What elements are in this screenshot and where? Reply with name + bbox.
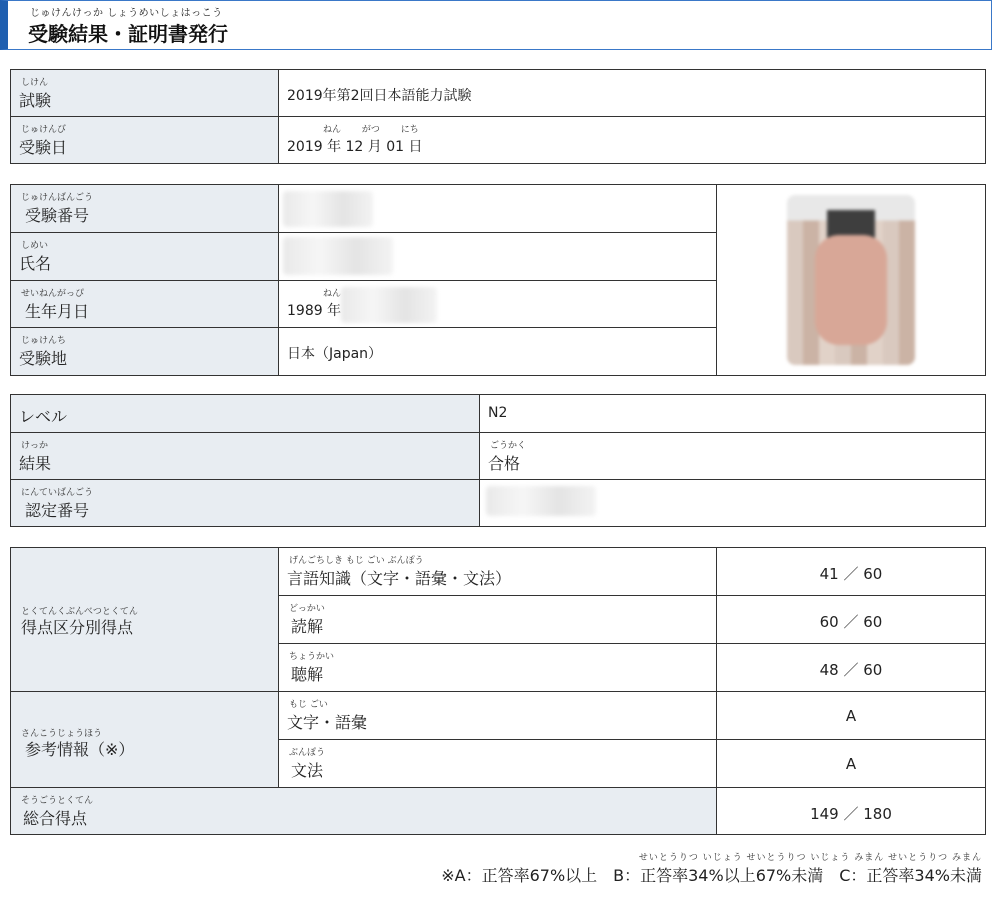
birth-date-label-ruby: せいねんがっぴ [21, 288, 85, 299]
reference-label: 文字・語彙 [287, 713, 368, 732]
certificate-number-label-ruby: にんていばんごう [21, 488, 94, 498]
exam-date-label-ruby: じゅけんび [21, 125, 67, 135]
examinee-number-label-cell [11, 185, 279, 233]
score-label-ruby: げんごちしき もじ ごい ぶんぽう [289, 556, 424, 566]
page-title-ruby: じゅけんけっか しょうめいしょはっこう [30, 8, 223, 19]
score-label: 読解 [291, 617, 324, 636]
level-label: レベル [19, 407, 68, 426]
result-label: 結果 [19, 454, 52, 473]
examinee-photo-cell [717, 185, 986, 376]
exam-date-label: 受験日 [19, 138, 68, 157]
exam-value: 2019年第2回日本語能力試験 [287, 88, 472, 104]
examinee-number-label: 受験番号 [25, 206, 90, 225]
page-title: 受験結果・証明書発行 [28, 22, 228, 46]
total-score-value: 149 ／ 180 [810, 805, 892, 823]
section-scores-label-ruby: とくてんくぶんべつとくてん [21, 607, 138, 617]
examinee-name-value-cell [279, 232, 717, 280]
result-value: 合格 [488, 454, 521, 473]
total-score-row [11, 788, 986, 835]
reference-label-ruby: ぶんぽう [289, 748, 326, 758]
examinee-table [10, 184, 986, 376]
score-label-ruby: ちょうかい [289, 652, 335, 662]
score-value-cell [717, 548, 986, 596]
reference-value-cell [717, 740, 986, 788]
birth-date-label-cell [11, 280, 279, 328]
score-label: 聴解 [291, 665, 324, 684]
exam-date-value-cell [279, 117, 986, 164]
total-score-label-ruby: そうごうとくてん [21, 796, 94, 806]
reference-value: A [845, 707, 857, 725]
reference-info-label-cell [11, 692, 279, 788]
examinee-number-label-ruby: じゅけんばんごう [21, 193, 94, 203]
result-table [10, 394, 986, 527]
section-scores-label: 得点区分別得点 [21, 618, 134, 637]
reference-info-label: 参考情報（※） [25, 740, 135, 759]
page-header [0, 0, 992, 50]
exam-date-value-ruby: ねん がつ にち [323, 125, 419, 135]
score-label-cell [279, 548, 717, 596]
exam-date-value: 2019 年 12 月 01 日 [287, 139, 423, 155]
grade-legend-ruby: せいとうりつ いじょう せいとうりつ いじょう みまん せいとうりつ みまん [638, 853, 982, 863]
result-value-ruby: ごうかく [490, 441, 527, 451]
exam-date-row [11, 117, 986, 164]
certificate-number-value-cell [480, 480, 986, 527]
exam-place-label-cell [11, 328, 279, 376]
reference-row [11, 692, 986, 740]
exam-row [11, 70, 986, 117]
level-row [11, 395, 986, 433]
section-scores-label-cell [11, 548, 279, 692]
exam-table [10, 69, 986, 164]
redacted-certificate-number [486, 486, 596, 516]
score-value-cell [717, 596, 986, 644]
score-value-cell [717, 644, 986, 692]
score-label-ruby: どっかい [289, 604, 325, 614]
level-value: N2 [488, 405, 508, 421]
reference-value: A [845, 755, 857, 773]
exam-label-cell [11, 70, 279, 117]
total-score-label: 総合得点 [23, 809, 88, 828]
score-row [11, 548, 986, 596]
examinee-name-label-ruby: しめい [21, 240, 49, 251]
grade-legend-text: ※A：正答率67%以上 B：正答率34%以上67%未満 C：正答率34%未満 [441, 866, 982, 885]
exam-place-value: 日本（Japan） [287, 346, 383, 363]
grade-legend [441, 850, 982, 886]
redacted-number [283, 191, 373, 227]
examinee-name-label-cell [11, 232, 279, 280]
score-label-cell [279, 644, 717, 692]
examinee-photo [787, 195, 915, 365]
exam-label-ruby: しけん [21, 78, 49, 88]
examinee-number-value-cell [279, 185, 717, 233]
exam-value-cell [279, 70, 986, 117]
examinee-number-row [11, 185, 986, 233]
redacted-name [283, 237, 393, 275]
certificate-number-row [11, 480, 986, 527]
certificate-number-label-cell [11, 480, 480, 527]
reference-info-label-ruby: さんこうじょうほう [21, 729, 103, 739]
total-score-label-cell [11, 788, 717, 835]
reference-label: 文法 [291, 761, 324, 780]
score-label-cell [279, 596, 717, 644]
score-value: 60 ／ 60 [819, 613, 883, 631]
exam-date-label-cell [11, 117, 279, 164]
reference-label-cell [279, 692, 717, 740]
exam-place-label: 受験地 [19, 349, 68, 369]
redacted-birth-date [341, 287, 437, 323]
exam-place-value-cell [279, 328, 717, 376]
exam-label: 試験 [19, 91, 52, 110]
birth-date-value-cell [279, 280, 717, 328]
examinee-name-label: 氏名 [19, 253, 52, 273]
score-value: 41 ／ 60 [819, 565, 883, 583]
result-label-ruby: けっか [21, 441, 49, 451]
reference-label-ruby: もじ ごい [289, 700, 328, 710]
result-row [11, 433, 986, 480]
reference-value-cell [717, 692, 986, 740]
total-score-value-cell [717, 788, 986, 835]
scores-table [10, 547, 986, 835]
result-label-cell [11, 433, 480, 480]
certificate-number-label: 認定番号 [25, 501, 90, 520]
exam-place-label-ruby: じゅけんち [21, 336, 67, 347]
birth-date-value-ruby: ねん [323, 288, 342, 299]
birth-date-value: 1989 年 [287, 302, 342, 319]
reference-label-cell [279, 740, 717, 788]
level-label-cell [11, 395, 480, 433]
level-value-cell [480, 395, 986, 433]
birth-date-label: 生年月日 [25, 301, 90, 321]
score-label: 言語知識（文字・語彙・文法） [287, 569, 512, 588]
score-value: 48 ／ 60 [819, 661, 883, 679]
result-value-cell [480, 433, 986, 480]
